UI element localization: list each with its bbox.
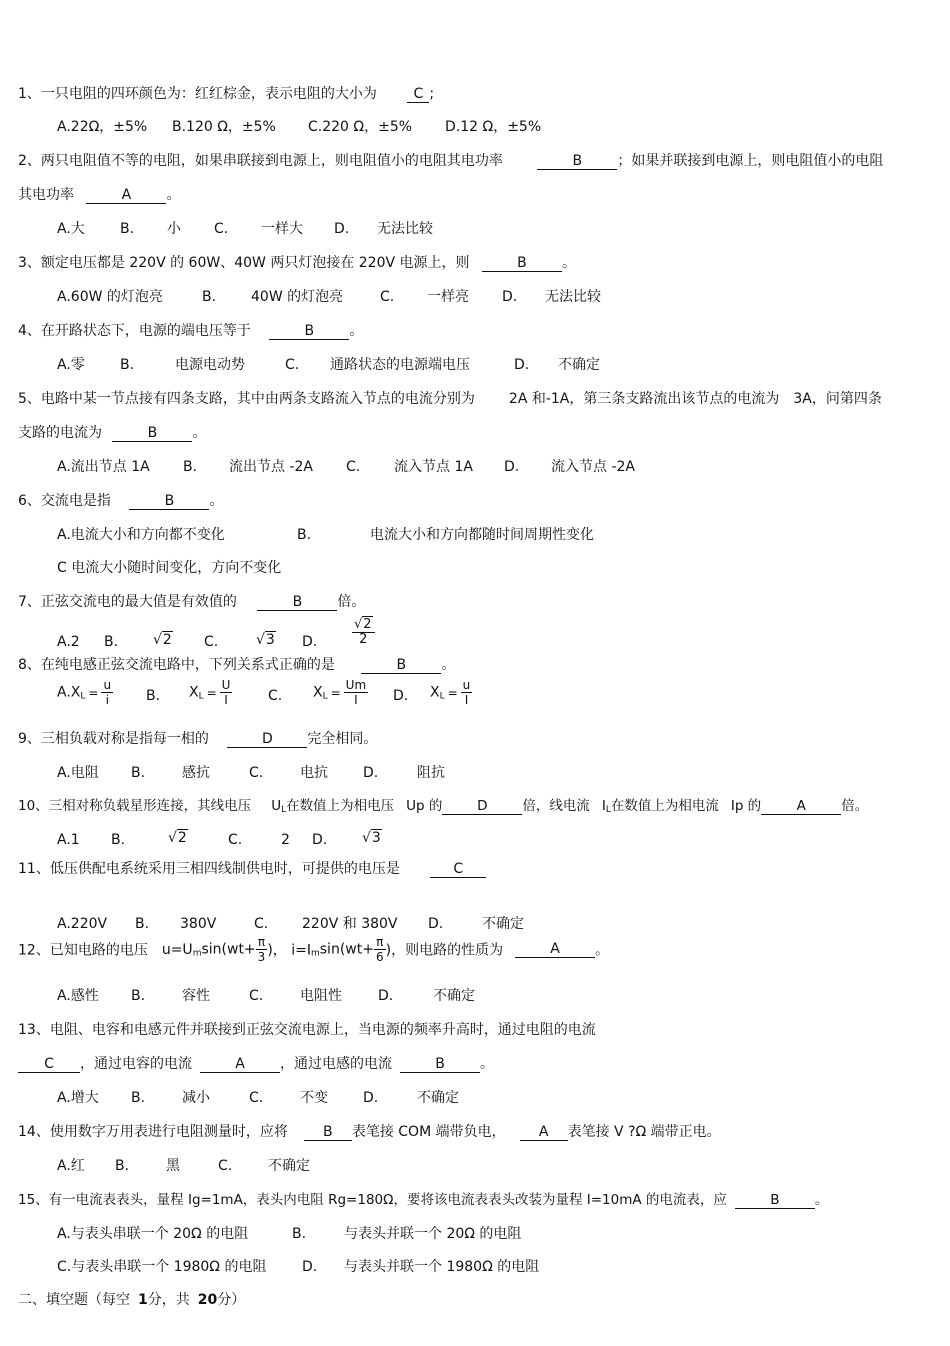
question-15 [18, 1190, 828, 1210]
question-text-cont: ，通过电容的电流 [80, 1056, 192, 1072]
answer-blank: B [735, 1192, 815, 1209]
option-c-marker: C. [249, 1090, 264, 1106]
question-text: 8、在纯电感正弦交流电路中，下列关系式正确的是 [18, 657, 335, 673]
numerator: u [103, 678, 112, 692]
punct: 。 [209, 493, 224, 509]
option-d-marker: D. [378, 988, 394, 1004]
question-text-cont: 2A 和-1A，第三条支路流出该节点的电流为 [508, 391, 780, 407]
radical-sign: √ [256, 632, 265, 648]
option-a: A.零 [57, 357, 85, 373]
question-text: 14、使用数字万用表进行电阻测量时，应将 [18, 1124, 288, 1140]
points-per-blank: 1 [138, 1292, 148, 1308]
symbol: u=U [161, 941, 193, 958]
option-d-marker: D. [504, 459, 520, 475]
option-d-marker: D. [302, 1259, 318, 1275]
option-a: A.220V [57, 916, 108, 932]
question-10 [18, 796, 868, 820]
question-text: 12、已知电路的电压 [18, 942, 148, 959]
option-c-marker: C. [268, 688, 283, 704]
option-a-symbol: A.X [57, 684, 81, 701]
question-text-cont: 表笔接 COM 端带负电， [351, 1124, 506, 1140]
subscript: m [192, 948, 202, 959]
question-text: 其电功率 [18, 187, 74, 203]
radical-sign: √ [153, 632, 162, 648]
expression: )， i=I [267, 942, 311, 959]
question-11 [18, 859, 486, 879]
option-d-marker: D. [363, 765, 379, 781]
answer-blank: B [304, 1124, 352, 1141]
question-text: 3、额定电压都是 220V 的 60W、40W 两只灯泡接在 220V 电源上，则 [18, 255, 470, 271]
option-c: 2 [281, 832, 290, 848]
question-2-line-2 [18, 185, 180, 205]
subscript: m [310, 948, 320, 959]
option-c-marker: C. [254, 916, 269, 932]
option-c-marker: C. [218, 1158, 233, 1174]
option-d-marker: D. [312, 832, 328, 848]
option-c-marker: C. [346, 459, 361, 475]
punct: 。 [349, 323, 364, 339]
option-b-marker: B. [292, 1226, 307, 1242]
option-b-marker: B. [135, 916, 150, 932]
radicand: 3 [265, 632, 275, 648]
option-b: 与表头并联一个 20Ω 的电阻 [344, 1226, 522, 1242]
option-a: A.60W 的灯泡亮 [57, 289, 163, 305]
option-b: 380V [180, 916, 217, 932]
option-b-marker: B. [111, 832, 126, 848]
question-text-cont: )，则电路的性质为 [385, 942, 504, 959]
question-text-cont: 3A，问第四条 [793, 391, 882, 407]
answer-blank: C [407, 86, 429, 103]
symbol: U [271, 798, 282, 814]
option-d-marker: D. [393, 688, 409, 704]
option-a: A.与表头串联一个 20Ω 的电阻 [57, 1226, 249, 1242]
option-b: 减小 [182, 1090, 210, 1106]
radicand: 2 [177, 830, 187, 846]
question-text: 13、电阻、电容和电感元件并联接到正弦交流电源上，当电源的频率升高时，通过电阻的电流 [18, 1022, 596, 1038]
option-b: 容性 [182, 988, 210, 1004]
question-1 [18, 84, 434, 104]
answer-blank: A [520, 1124, 568, 1141]
subscript: L [439, 691, 445, 702]
question-5 [18, 389, 882, 409]
subscript: L [80, 691, 86, 702]
option-d: 无法比较 [377, 221, 433, 237]
option-c: 电阻性 [300, 988, 342, 1004]
subscript: L [605, 805, 611, 815]
numerator: Um [345, 678, 367, 692]
option-d-fraction [352, 618, 375, 647]
option-b-marker: B. [183, 459, 198, 475]
option-b: 电流大小和方向都随时间周期性变化 [370, 527, 594, 543]
option-a: A.22Ω，±5% [57, 119, 148, 135]
answer-blank: B [257, 594, 337, 611]
radicand: 3 [371, 830, 381, 846]
radical-sign: √ [168, 830, 177, 846]
answer-blank: A [515, 941, 595, 958]
answer-blank: A [86, 187, 166, 204]
option-c-marker: C. [249, 765, 264, 781]
option-b-marker: B. [202, 289, 217, 305]
symbol: X [313, 684, 323, 701]
equals: = [206, 685, 217, 700]
symbol: I [601, 798, 606, 814]
option-c-marker: C. [380, 289, 395, 305]
option-a [57, 678, 113, 707]
question-4 [18, 321, 363, 341]
punct: 倍。 [337, 594, 366, 610]
answer-blank: D [442, 798, 522, 815]
question-text-cont: ；如果并联接到电源上，则电阻值小的电阻 [617, 153, 884, 169]
option-d: 不确定 [482, 916, 524, 932]
answer-blank: B [361, 657, 441, 674]
option-c: 一样大 [261, 221, 303, 237]
option-c-marker: C. [204, 634, 219, 650]
option-a: A.增大 [57, 1090, 99, 1106]
question-2 [18, 151, 883, 171]
denominator: 3 [257, 950, 266, 964]
punct: 。 [192, 425, 207, 441]
question-6 [18, 491, 223, 511]
option-c: 220V 和 380V [302, 916, 398, 932]
question-7 [18, 592, 365, 612]
punct: 。 [595, 942, 610, 959]
option-a: A.2 [57, 634, 80, 650]
option-b-sqrt [168, 828, 188, 848]
option-b: 小 [167, 221, 181, 237]
option-d: 不确定 [433, 988, 475, 1004]
answer-blank: B [400, 1056, 480, 1073]
question-text-cont: 表笔接 V ?Ω 端带正电。 [567, 1124, 721, 1140]
question-text: 支路的电流为 [18, 425, 102, 441]
option-b-marker: B. [120, 221, 135, 237]
question-text: 1、一只电阻的四环颜色为：红红棕金，表示电阻的大小为 [18, 86, 377, 102]
option-c-marker: C. [214, 221, 229, 237]
option-d-marker: D. [514, 357, 530, 373]
option-b-marker: B. [131, 765, 146, 781]
option-b-marker: B. [146, 688, 161, 704]
option-a: A.流出节点 1A [57, 459, 150, 475]
option-c [313, 678, 368, 707]
question-13-line-2 [18, 1054, 494, 1074]
option-c-marker: C. [285, 357, 300, 373]
answer-blank: D [227, 731, 307, 748]
option-a: A.大 [57, 221, 85, 237]
answer-blank: A [761, 798, 841, 815]
answer-blank: B [269, 323, 349, 340]
option-a: A.感性 [57, 988, 99, 1004]
question-5-line-2 [18, 423, 206, 443]
question-text: 7、正弦交流电的最大值是有效值的 [18, 594, 237, 610]
option-c: 不确定 [268, 1158, 310, 1174]
question-12 [18, 935, 609, 964]
option-c: 流入节点 1A [394, 459, 473, 475]
option-c: 不变 [300, 1090, 328, 1106]
option-b: 黑 [166, 1158, 180, 1174]
option-d-marker: D. [363, 1090, 379, 1106]
denominator: i [105, 693, 109, 707]
section-heading-text: 分） [217, 1292, 246, 1308]
option-b: 流出节点 -2A [229, 459, 313, 475]
option-d: 阻抗 [417, 765, 445, 781]
punct: 。 [441, 657, 456, 673]
option-d: 与表头并联一个 1980Ω 的电阻 [344, 1259, 540, 1275]
option-b-marker: B. [131, 1090, 146, 1106]
punct: ; [429, 86, 435, 102]
total-points: 20 [197, 1292, 218, 1308]
option-c: C.220 Ω，±5% [308, 119, 413, 135]
question-text: 6、交流电是指 [18, 493, 111, 509]
numerator: π [256, 935, 268, 950]
subscript: L [198, 691, 204, 702]
option-c: 一样亮 [427, 289, 469, 305]
answer-blank: C [18, 1056, 80, 1073]
symbol: Up 的 [406, 798, 443, 814]
section-heading-text: 分，共 [147, 1292, 190, 1308]
question-14 [18, 1122, 721, 1142]
option-d-marker: D. [334, 221, 350, 237]
punct: 完全相同。 [307, 731, 378, 747]
question-text: 10、三相对称负载星形连接，其线电压 [18, 798, 252, 814]
option-c-marker: C. [249, 988, 264, 1004]
option-a: A.红 [57, 1158, 85, 1174]
option-c-marker: C. [228, 832, 243, 848]
radical-sign: √ [362, 830, 371, 846]
option-b [189, 678, 232, 707]
denominator: I [354, 693, 358, 707]
option-a: A.电阻 [57, 765, 99, 781]
option-d: 流入节点 -2A [551, 459, 635, 475]
option-d: 无法比较 [545, 289, 601, 305]
denominator: I [224, 693, 228, 707]
option-d [430, 678, 472, 707]
expression: sin(wt+ [201, 941, 256, 958]
option-d-marker: D. [428, 916, 444, 932]
question-text-cont: 在数值上为相电流 [610, 798, 719, 814]
numerator: u [462, 678, 471, 692]
punct: 。 [561, 255, 576, 271]
option-c: 电抗 [300, 765, 328, 781]
question-13 [18, 1020, 596, 1040]
equals: = [447, 685, 458, 700]
radicand: 2 [162, 632, 172, 648]
option-b-marker: B. [297, 527, 312, 543]
option-b: 40W 的灯泡亮 [251, 289, 344, 305]
option-d-marker: D. [302, 634, 318, 650]
section-heading [18, 1290, 245, 1310]
question-text: 4、在开路状态下，电源的端电压等于 [18, 323, 251, 339]
option-b: 感抗 [182, 765, 210, 781]
question-8 [18, 655, 455, 675]
denominator: 2 [359, 632, 368, 647]
subscript: L [281, 805, 287, 815]
denominator: I [464, 693, 469, 707]
option-a: A.1 [57, 832, 80, 848]
denominator: 6 [375, 950, 384, 964]
punct: 倍。 [841, 798, 869, 814]
symbol: X [189, 684, 199, 701]
option-d: D.12 Ω，±5% [445, 119, 542, 135]
option-b-marker: B. [104, 634, 119, 650]
symbol: X [430, 684, 440, 701]
option-c: C.与表头串联一个 1980Ω 的电阻 [57, 1259, 267, 1275]
option-b-marker: B. [115, 1158, 130, 1174]
option-b: 电源电动势 [175, 357, 245, 373]
question-text-cont: 倍，线电流 [522, 798, 590, 814]
question-text: 11、低压供配电系统采用三相四线制供电时，可提供的电压是 [18, 861, 400, 877]
question-text-cont: ，通过电感的电流 [280, 1056, 392, 1072]
radicand: 2 [363, 617, 372, 632]
question-text: 2、两只电阻值不等的电阻，如果串联接到电源上，则电阻值小的电阻其电功率 [18, 153, 503, 169]
option-d: 不确定 [417, 1090, 459, 1106]
question-text-cont: 在数值上为相电压 [286, 798, 395, 814]
option-b-marker: B. [131, 988, 146, 1004]
numerator: π [374, 935, 386, 950]
question-9 [18, 729, 377, 749]
option-b-sqrt [153, 630, 173, 650]
numerator: U [221, 678, 231, 692]
answer-blank: B [537, 153, 617, 170]
punct: 。 [814, 1192, 829, 1208]
answer-blank: A [200, 1056, 280, 1073]
option-c: C 电流大小随时间变化，方向不变化 [57, 560, 282, 576]
option-c-sqrt [256, 630, 276, 650]
option-c: 通路状态的电源端电压 [330, 357, 470, 373]
option-d: 不确定 [558, 357, 600, 373]
question-text: 5、电路中某一节点接有四条支路，其中由两条支路流入节点的电流分别为 [18, 391, 475, 407]
option-a: A.电流大小和方向都不变化 [57, 527, 225, 543]
expression: sin(wt+ [319, 941, 374, 958]
section-heading-text: 二、填空题（每空 [18, 1292, 130, 1308]
question-text: 9、三相负载对称是指每一相的 [18, 731, 209, 747]
punct: 。 [166, 187, 181, 203]
answer-blank: B [129, 493, 209, 510]
option-d-sqrt [362, 828, 382, 848]
question-3 [18, 253, 576, 273]
answer-blank: B [482, 255, 562, 272]
answer-blank: C [430, 861, 486, 878]
answer-blank: B [112, 425, 192, 442]
subscript: L [322, 691, 328, 702]
option-d-marker: D. [502, 289, 518, 305]
equals: = [88, 685, 99, 700]
question-text: 15、有一电流表表头，量程 Ig=1mA，表头内电阻 Rg=180Ω，要将该电流表表头改装为量程 I=10mA 的电流表，应 [18, 1192, 727, 1208]
option-b: B.120 Ω，±5% [172, 119, 276, 135]
equals: = [330, 685, 341, 700]
symbol: Ip 的 [730, 798, 762, 814]
option-b-marker: B. [120, 357, 135, 373]
radical-sign: √ [354, 617, 363, 632]
punct: 。 [480, 1056, 494, 1072]
